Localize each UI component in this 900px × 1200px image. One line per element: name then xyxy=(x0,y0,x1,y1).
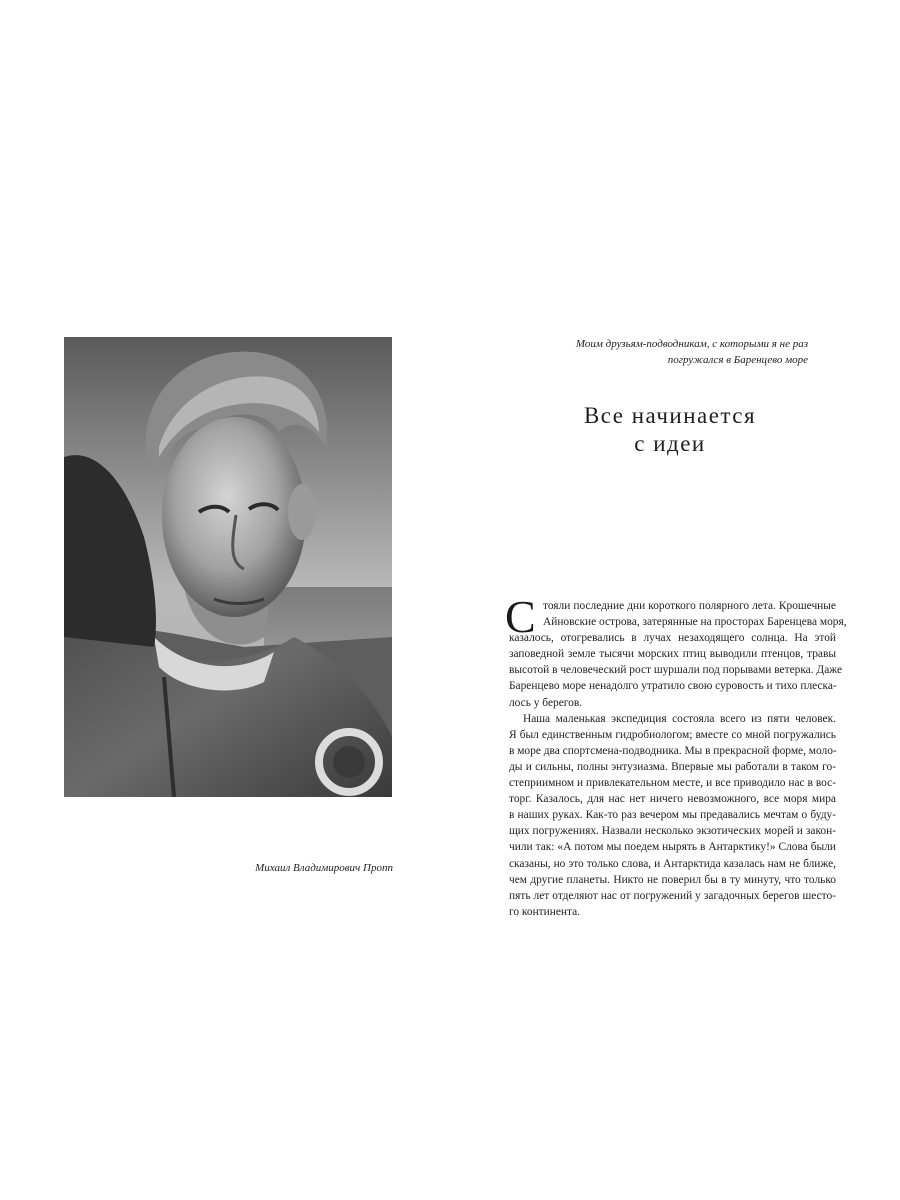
text-line: ды и сильны, полны энтузиазма. Впервые мы работали в таком го- xyxy=(509,760,836,773)
text-line: казалось, отогревались в лучах незаходящего солнца. На этой xyxy=(509,632,836,645)
photo-caption: Михаил Владимирович Пропп xyxy=(255,862,393,874)
drop-cap: С xyxy=(505,591,536,642)
text-line: чем другие планеты. Никто не поверил бы в ту минуту, что только xyxy=(509,873,836,886)
chapter-title xyxy=(510,402,830,458)
text-line: Айновские острова, затерянные на просторах Баренцева моря, xyxy=(543,616,847,629)
text-line: высотой в человеческий рост шуршали под порывами ветерка. Даже xyxy=(509,664,843,677)
portrait-illustration xyxy=(64,337,392,797)
text-line: Баренцево море ненадолго утратило свою суровость и тихо плеска- xyxy=(509,680,837,693)
epigraph-line: Моим друзьям-подводникам, с которыми я не раз xyxy=(575,338,808,350)
epigraph-line: погружался в Баренцево море xyxy=(667,354,808,366)
chapter-title-line: с идеи xyxy=(634,431,706,456)
text-line: заповедной земле тысячи морских птиц выводили птенцов, травы xyxy=(509,648,836,661)
text-line: тояли последние дни короткого полярного лета. Крошечные xyxy=(543,600,836,612)
text-line: торг. Казалось, для нас нет ничего невозможного, все моря мира xyxy=(509,793,836,806)
text-line: лось у берегов. xyxy=(509,696,583,709)
text-line: в море два спортсмена-подводника. Мы в прекрасной форме, моло- xyxy=(509,744,837,757)
text-line: чили так: «А потом мы поедем нырять в Антарктику!» Слова были xyxy=(509,841,836,854)
text-line: в наших руках. Как-то раз вечером мы предавались мечтам о буду- xyxy=(509,809,836,822)
right-page xyxy=(450,0,900,1200)
text-line: Я был единственным гидробиологом; вместе со мной погружались xyxy=(509,728,836,741)
text-line: Наша маленькая экспедиция состояла всего из пяти человек. xyxy=(523,712,836,725)
body-text xyxy=(505,591,847,920)
text-line: щих погружениях. Назвали несколько экзотических морей и закон- xyxy=(509,825,836,838)
chapter-title-line: Все начинается xyxy=(583,403,757,428)
portrait-photo xyxy=(64,337,392,797)
epigraph xyxy=(520,336,808,368)
text-line: го континента. xyxy=(509,905,581,918)
text-line: пять лет отделяют нас от погружений у загадочных берегов шесто- xyxy=(509,889,836,902)
text-line: степриимном и привлекательном месте, и все приводило нас в вос- xyxy=(509,777,836,790)
text-line: сказаны, но это только слова, и Антарктида казалась нам не ближе, xyxy=(509,857,836,870)
